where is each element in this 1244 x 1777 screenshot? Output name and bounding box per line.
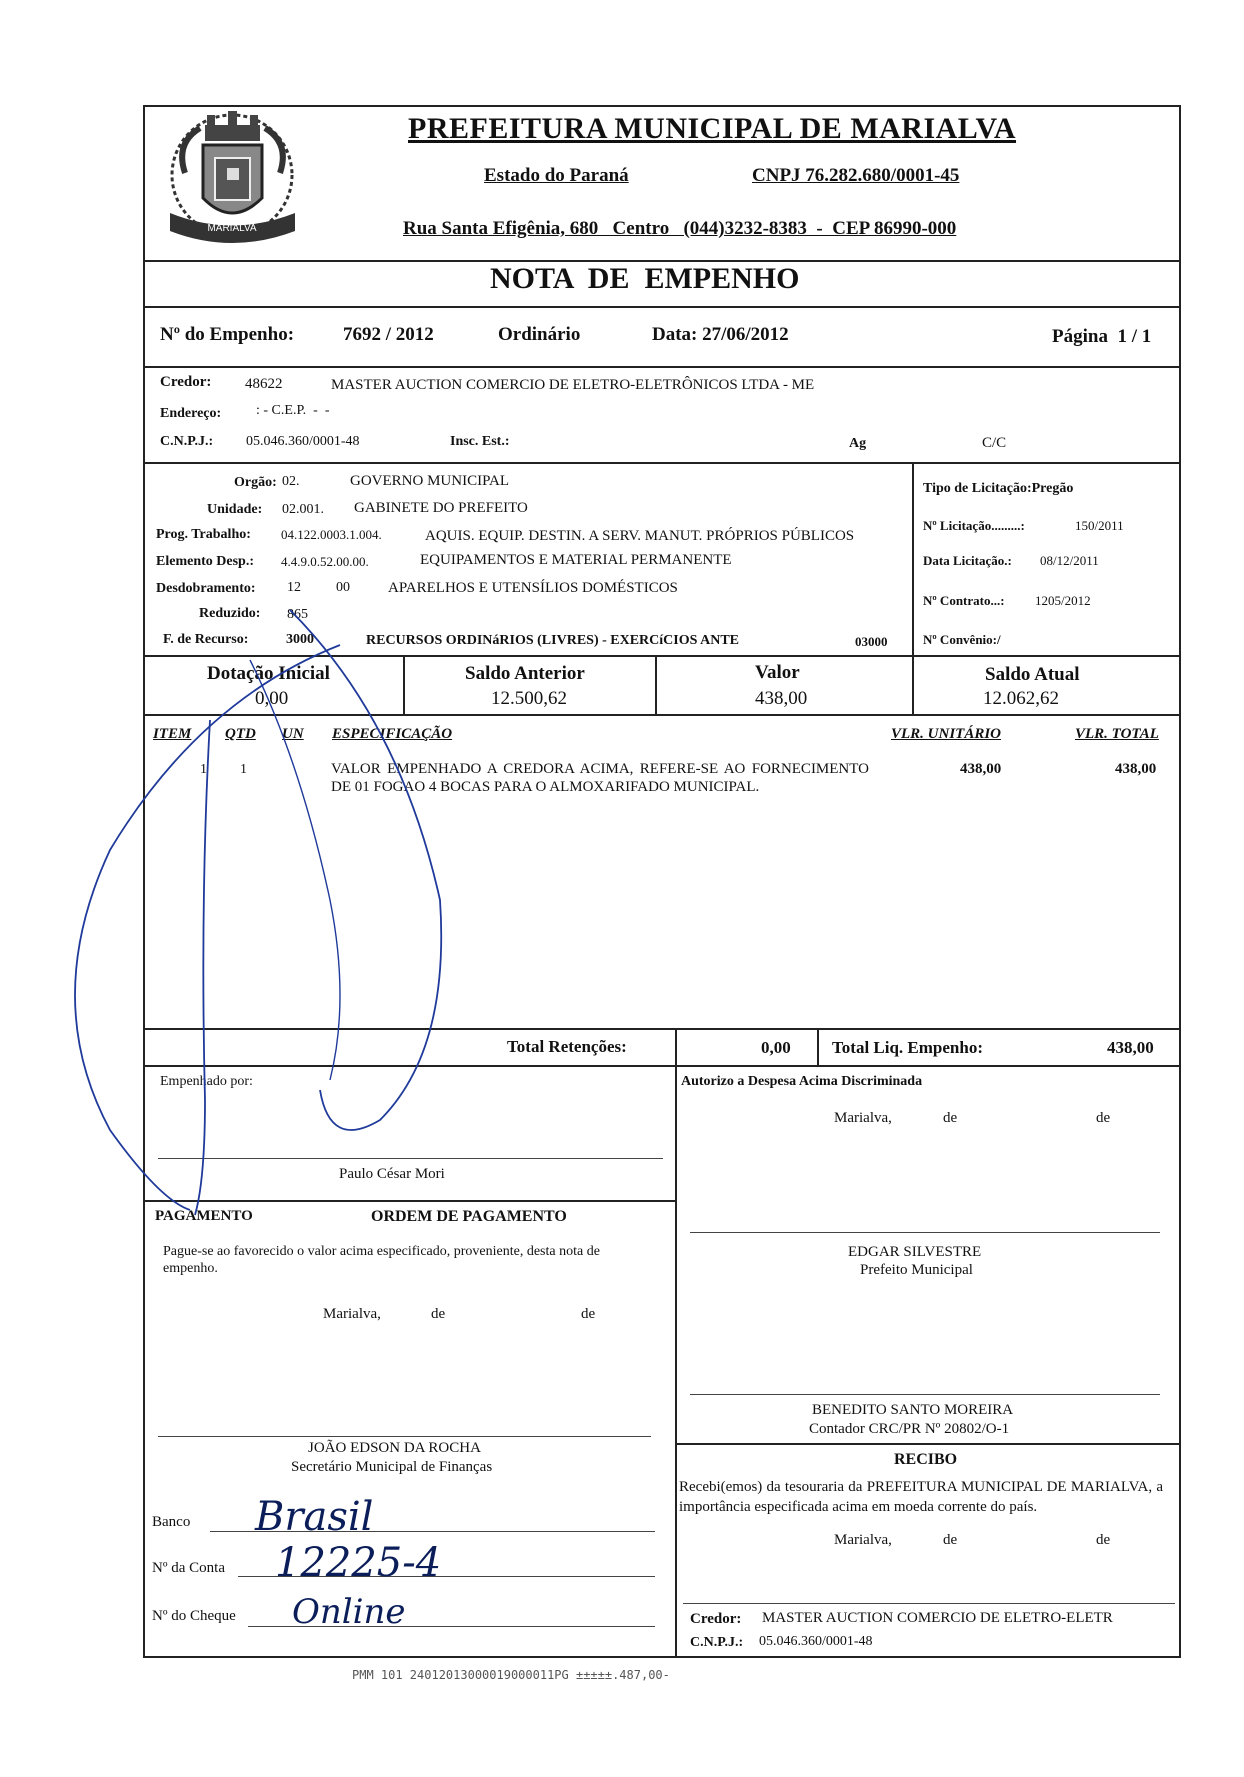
conta-label: Nº da Conta xyxy=(152,1560,225,1576)
recurso-num: 03000 xyxy=(855,634,888,649)
dotacao-inicial-label: Dotação Inicial xyxy=(207,663,330,684)
liquido-value: 438,00 xyxy=(1107,1038,1154,1057)
recibo-cnpj-label: C.N.P.J.: xyxy=(690,1635,744,1650)
signature-line xyxy=(690,1232,1160,1233)
ag-label: Ag xyxy=(849,436,867,451)
item-number: 1 xyxy=(200,762,207,777)
unidade-label: Unidade: xyxy=(207,502,263,517)
secretario-nome: JOÃO EDSON DA ROCHA xyxy=(308,1440,481,1456)
insc-label: Insc. Est.: xyxy=(450,434,510,449)
secretario-cargo: Secretário Municipal de Finanças xyxy=(291,1459,493,1475)
recibo-label: RECIBO xyxy=(894,1451,958,1468)
recibo-de2: de xyxy=(1096,1532,1111,1548)
rule xyxy=(143,462,1181,464)
empenhado-label: Empenhado por: xyxy=(160,1074,253,1089)
credor-code: 48622 xyxy=(245,376,283,392)
recibo-de1: de xyxy=(943,1532,958,1548)
rule xyxy=(912,655,914,714)
recibo-credor-label: Credor: xyxy=(690,1611,742,1627)
col-espec-header: ESPECIFICAÇÃO xyxy=(332,726,453,742)
prefeito-cargo: Prefeito Municipal xyxy=(860,1262,973,1278)
licitacao-data: 08/12/2011 xyxy=(1040,553,1099,568)
banco-label: Banco xyxy=(152,1514,191,1530)
saldo-atual-label: Saldo Atual xyxy=(985,664,1080,685)
rule xyxy=(912,462,914,655)
recibo-credor: MASTER AUCTION COMERCIO DE ELETRO-ELETR xyxy=(762,1610,1113,1626)
endereco-label: Endereço: xyxy=(160,406,222,421)
valor-label: Valor xyxy=(755,662,800,683)
empenho-date: Data: 27/06/2012 xyxy=(652,324,789,345)
rule xyxy=(403,655,405,714)
empenhado-nome: Paulo César Mori xyxy=(339,1166,445,1182)
orgao-code: 02. xyxy=(282,474,300,489)
retencoes-label: Total Retenções: xyxy=(507,1037,627,1056)
rule xyxy=(143,714,1181,716)
item-vlr-total: 438,00 xyxy=(1115,761,1157,777)
recurso-code: 3000 xyxy=(286,632,314,647)
reduzido-label: Reduzido: xyxy=(199,606,261,621)
prog-code: 04.122.0003.1.004. xyxy=(281,527,382,542)
unidade-value: GABINETE DO PREFEITO xyxy=(354,500,528,516)
autorizo-de2: de xyxy=(1096,1110,1111,1126)
rule xyxy=(143,1065,1181,1067)
cc-label: C/C xyxy=(982,435,1007,451)
rule xyxy=(143,306,1181,308)
retencoes-value: 0,00 xyxy=(761,1038,791,1057)
saldo-atual-value: 12.062,62 xyxy=(983,688,1059,709)
liquido-label: Total Liq. Empenho: xyxy=(832,1038,983,1057)
cnpj-value: 05.046.360/0001-48 xyxy=(246,434,360,449)
recurso-label: F. de Recurso: xyxy=(163,632,249,647)
rule xyxy=(675,1443,1181,1445)
licitacao-tipo: Tipo de Licitação:Pregão xyxy=(923,481,1074,496)
recibo-texto: Recebi(emos) da tesouraria da PREFEITURA MUNICIPAL DE MARIALVA, a importância especificada acima em moeda corrente do país. xyxy=(679,1479,1163,1515)
machine-code: PMM 101 24012013000019000011PG ±±±±±.487,00- xyxy=(352,1668,670,1682)
pague-de2: de xyxy=(581,1306,596,1322)
pagamento-label: PAGAMENTO xyxy=(155,1208,253,1224)
dotacao-inicial-value: 0,00 xyxy=(255,688,289,709)
desdob-code: 12 xyxy=(287,580,301,595)
elemento-code: 4.4.9.0.52.00.00. xyxy=(281,554,369,569)
document-title: NOTA DE EMPENHO xyxy=(490,262,800,295)
header-address: Rua Santa Efigênia, 680 Centro (044)3232-8383 - CEP 86990-000 xyxy=(403,218,957,239)
rule xyxy=(675,1065,677,1658)
contrato-value: 1205/2012 xyxy=(1035,593,1091,608)
header-title: PREFEITURA MUNICIPAL DE MARIALVA xyxy=(408,112,1017,145)
banco-handwritten: Brasil xyxy=(255,1494,374,1540)
contrato-label: Nº Contrato...: xyxy=(923,593,1005,608)
crest-label: MARIALVA xyxy=(207,223,257,234)
ordem-pagamento-label: ORDEM DE PAGAMENTO xyxy=(371,1208,567,1225)
item-qtd: 1 xyxy=(240,762,247,777)
empenho-number: 7692 / 2012 xyxy=(343,324,434,345)
rule xyxy=(675,1028,677,1065)
pague-texto: Pague-se ao favorecido o valor acima especificado, proveniente, desta nota de empenho. xyxy=(163,1244,600,1276)
empenho-label: Nº do Empenho: xyxy=(160,324,295,345)
cheque-label: Nº do Cheque xyxy=(152,1608,236,1624)
rule xyxy=(143,366,1181,368)
recibo-cnpj: 05.046.360/0001-48 xyxy=(759,1634,873,1649)
col-vlr-unit-header: VLR. UNITÁRIO xyxy=(891,726,1002,742)
endereco-value: : - C.E.P. - - xyxy=(256,403,330,418)
convenio-label: Nº Convênio:/ xyxy=(923,632,1001,647)
rule xyxy=(143,655,1181,657)
rule xyxy=(817,1028,819,1065)
municipal-crest xyxy=(155,103,310,258)
desdob-sub: 00 xyxy=(336,580,350,595)
col-vlr-total-header: VLR. TOTAL xyxy=(1075,726,1159,742)
page-number: Página 1 / 1 xyxy=(1052,326,1152,347)
prog-label: Prog. Trabalho: xyxy=(156,527,251,542)
cheque-handwritten: Online xyxy=(292,1592,406,1632)
header-state: Estado do Paraná xyxy=(484,165,629,186)
licitacao-numero-label: Nº Licitação.........: xyxy=(923,518,1025,533)
col-un-header: UN xyxy=(282,726,304,742)
reduzido-value: 865 xyxy=(287,607,308,622)
valor-value: 438,00 xyxy=(755,688,808,709)
rule xyxy=(143,1200,675,1202)
contador-cargo: Contador CRC/PR Nº 20802/O-1 xyxy=(809,1421,1010,1437)
saldo-anterior-label: Saldo Anterior xyxy=(465,663,585,684)
licitacao-numero: 150/2011 xyxy=(1075,518,1124,533)
autorizo-label: Autorizo a Despesa Acima Discriminada xyxy=(681,1074,923,1089)
signature-line xyxy=(683,1603,1175,1604)
pague-de1: de xyxy=(431,1306,446,1322)
contador-nome: BENEDITO SANTO MOREIRA xyxy=(812,1402,1014,1418)
orgao-value: GOVERNO MUNICIPAL xyxy=(350,473,510,489)
header-cnpj: CNPJ 76.282.680/0001-45 xyxy=(752,165,960,186)
cnpj-label: C.N.P.J.: xyxy=(160,434,214,449)
signature-line xyxy=(158,1436,651,1437)
col-item-header: ITEM xyxy=(153,726,192,742)
item-vlr-unit: 438,00 xyxy=(960,761,1002,777)
orgao-label: Orgão: xyxy=(234,475,277,490)
unidade-code: 02.001. xyxy=(282,502,324,517)
desdob-value: APARELHOS E UTENSÍLIOS DOMÉSTICOS xyxy=(388,580,678,596)
prog-value: AQUIS. EQUIP. DESTIN. A SERV. MANUT. PRÓPRIOS PÚBLICOS xyxy=(425,528,855,544)
autorizo-local: Marialva, xyxy=(834,1110,892,1126)
signature-line xyxy=(690,1394,1160,1395)
licitacao-data-label: Data Licitação.: xyxy=(923,553,1012,568)
credor-name: MASTER AUCTION COMERCIO DE ELETRO-ELETRÔNICOS LTDA - ME xyxy=(331,377,815,393)
item-especificacao: VALOR EMPENHADO A CREDORA ACIMA, REFERE-SE AO FORNECIMENTO DE 01 FOGAO 4 BOCAS PARA O ALMOXARIFADO MUNICIPAL. xyxy=(331,761,869,795)
pague-local: Marialva, xyxy=(323,1306,381,1322)
empenho-type: Ordinário xyxy=(498,324,581,345)
saldo-anterior-value: 12.500,62 xyxy=(491,688,567,709)
desdob-label: Desdobramento: xyxy=(156,581,256,596)
recibo-local: Marialva, xyxy=(834,1532,892,1548)
elemento-label: Elemento Desp.: xyxy=(156,554,254,569)
autorizo-de1: de xyxy=(943,1110,958,1126)
signature-line xyxy=(158,1158,663,1159)
rule xyxy=(655,655,657,714)
col-qtd-header: QTD xyxy=(225,726,256,742)
conta-handwritten: 12225-4 xyxy=(275,1540,442,1586)
elemento-value: EQUIPAMENTOS E MATERIAL PERMANENTE xyxy=(420,552,732,568)
recurso-value: RECURSOS ORDINáRIOS (LIVRES) - EXERCíCIOS ANTE xyxy=(366,633,740,648)
credor-label: Credor: xyxy=(160,374,212,390)
prefeito-nome: EDGAR SILVESTRE xyxy=(848,1244,982,1260)
rule xyxy=(143,1028,1181,1030)
